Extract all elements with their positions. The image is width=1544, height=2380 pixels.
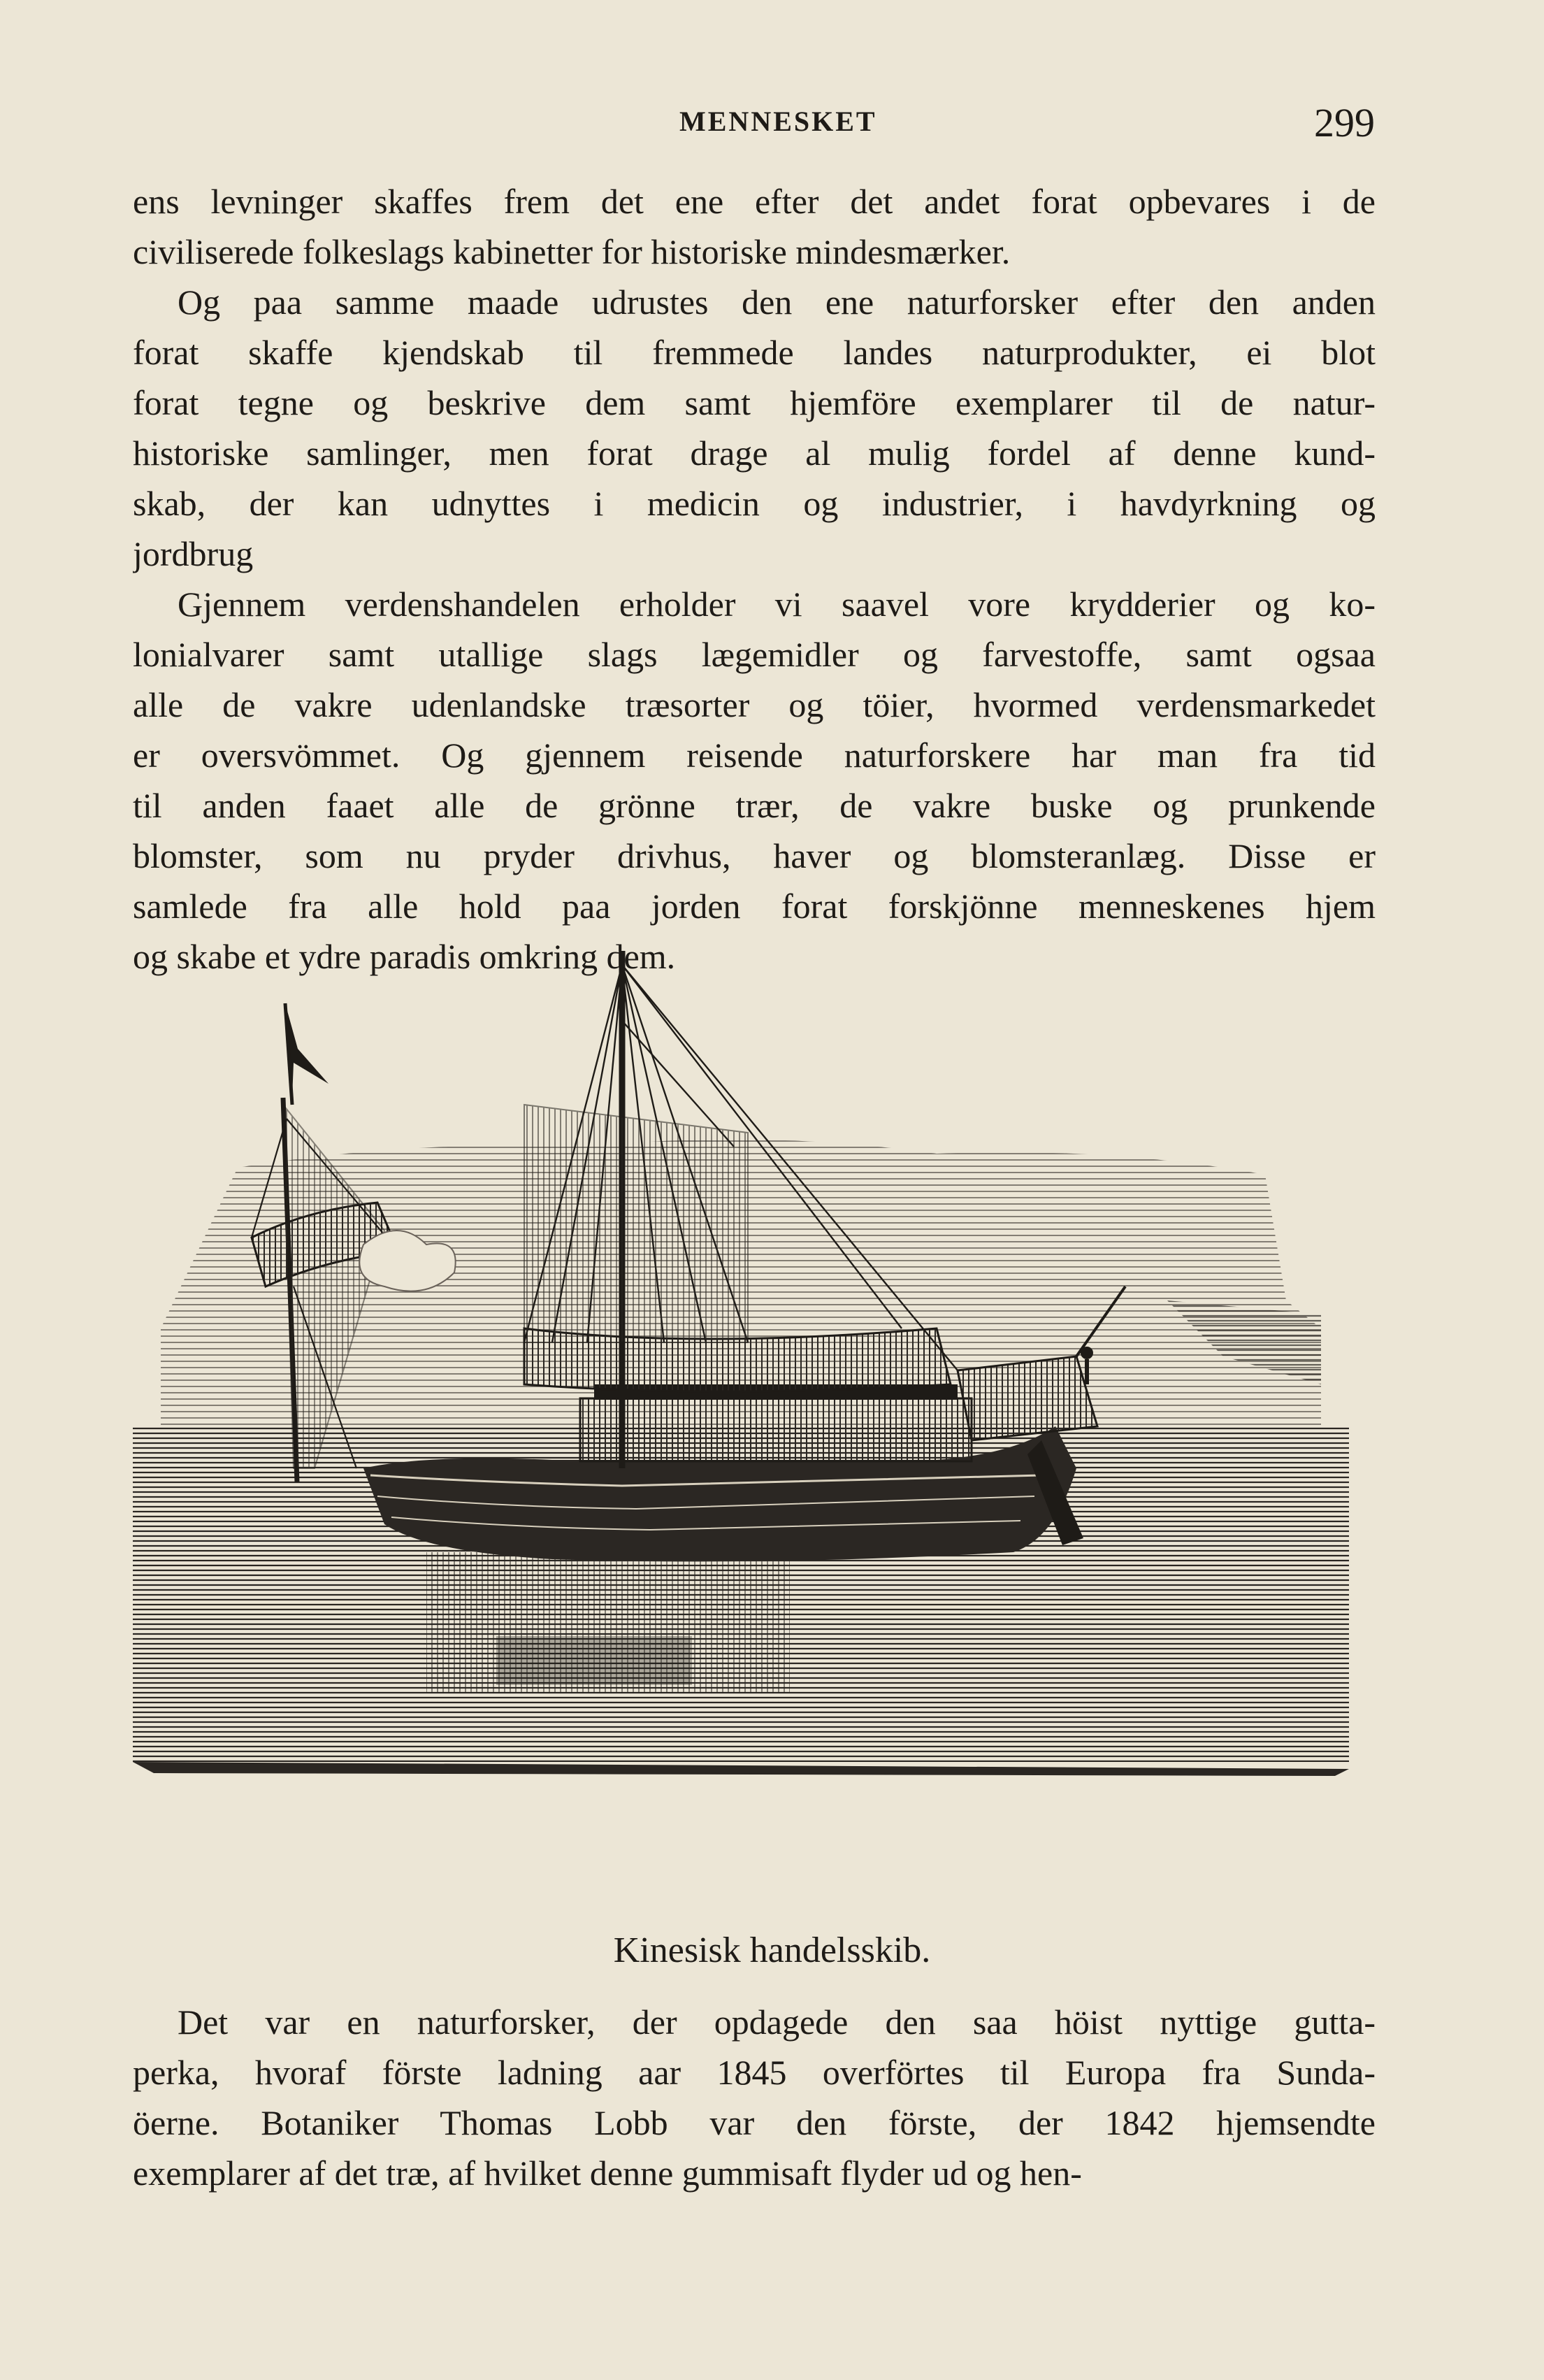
text-line: historiske samlinger, men forat drage al mulig fordel af denne kund-	[133, 433, 1376, 473]
text-line: öerne. Botaniker Thomas Lobb var den förste, der 1842 hjemsendte	[133, 2103, 1376, 2142]
figure-caption: Kinesisk handelsskib.	[613, 1930, 931, 1970]
body-text-top	[133, 176, 1376, 982]
text-line: Og paa samme maade udrustes den ene naturforsker efter den anden	[178, 282, 1376, 322]
text-line: lonialvarer samt utallige slags lægemidler og farvestoffe, samt ogsaa	[133, 635, 1376, 674]
text-line: ens levninger skaffes frem det ene efter det andet forat opbevares i de	[133, 182, 1376, 221]
text-line: civiliserede folkeslags kabinetter for historiske mindesmærker.	[133, 232, 1011, 271]
text-line: og skabe et ydre paradis omkring dem.	[133, 937, 676, 976]
text-line: blomster, som nu pryder drivhus, haver og blomsteranlæg. Disse er	[133, 836, 1376, 875]
page-number: 299	[1314, 100, 1375, 145]
text-line: jordbrug	[133, 534, 254, 573]
text-line: Det var en naturforsker, der opdagede den saa höist nyttige gutta-	[178, 2002, 1376, 2042]
chinese-junk-engraving	[133, 937, 1376, 1916]
text-line: forat tegne og beskrive dem samt hjemföre exemplarer til de natur-	[133, 383, 1376, 422]
body-text-bottom	[133, 1997, 1376, 2198]
text-line: Gjennem verdenshandelen erholder vi saavel vore krydderier og ko-	[178, 585, 1376, 624]
text-line: alle de vakre udenlandske træsorter og töier, hvormed verdensmarkedet	[133, 685, 1376, 724]
text-line: exemplarer af det træ, af hvilket denne gummisaft flyder ud og hen-	[133, 2153, 1082, 2193]
text-line: perka, hvoraf förste ladning aar 1845 overförtes til Europa fra Sunda-	[133, 2053, 1376, 2092]
text-line: til anden faaet alle de grönne trær, de vakre buske og prunkende	[133, 786, 1376, 825]
running-head-title: MENNESKET	[679, 106, 877, 137]
text-line: skab, der kan udnyttes i medicin og industrier, i havdyrkning og	[133, 484, 1376, 523]
text-line: er oversvömmet. Og gjennem reisende naturforskere har man fra tid	[133, 736, 1376, 775]
text-line: forat skaffe kjendskab til fremmede landes naturprodukter, ei blot	[133, 333, 1376, 372]
text-line: samlede fra alle hold paa jorden forat forskjönne menneskenes hjem	[133, 887, 1376, 926]
ship-illustration	[133, 937, 1376, 1916]
running-head	[0, 100, 1544, 147]
